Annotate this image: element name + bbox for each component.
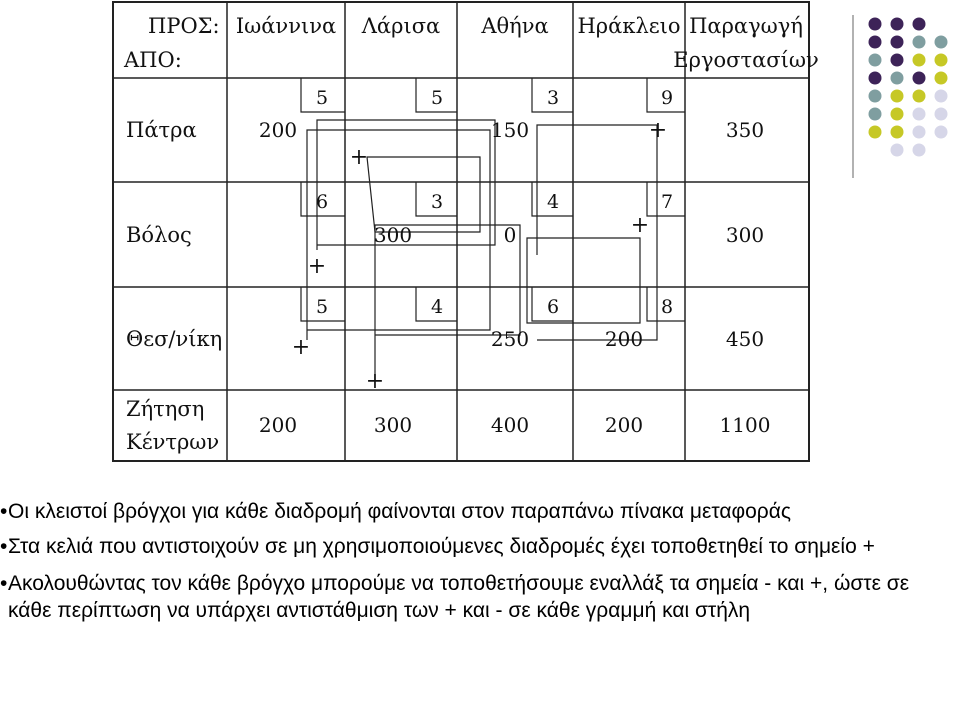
- cost-value: 7: [660, 191, 674, 213]
- cost-value: 8: [660, 296, 674, 318]
- plus-marker: +: [648, 118, 668, 143]
- plus-marker: +: [630, 213, 650, 238]
- column-header-ioannina: Ιωάννινα: [235, 14, 337, 38]
- bullet-item: • Στα κελιά που αντιστοιχούν σε μη χρησιμοποιούμενες διαδρομές έχει τοποθετηθεί το σημείο +: [0, 533, 950, 560]
- decor-dot: [913, 144, 926, 157]
- decor-dot: [869, 18, 882, 31]
- cost-value: 6: [315, 191, 329, 213]
- decor-dot: [869, 108, 882, 121]
- decor-dot: [935, 90, 948, 103]
- supply-header-line2: Εργοστασίων: [673, 48, 819, 72]
- cost-value: 5: [430, 87, 444, 109]
- decor-dot: [935, 126, 948, 139]
- decor-dot: [913, 54, 926, 67]
- decor-dot: [935, 108, 948, 121]
- cost-value: 4: [430, 296, 444, 318]
- decor-dot: [891, 36, 904, 49]
- cost-value: 5: [315, 87, 329, 109]
- allocation-value: 200: [604, 327, 644, 351]
- demand-value: 400: [490, 413, 530, 437]
- row-label-patra: Πάτρα: [126, 118, 197, 142]
- cost-value: 9: [660, 87, 674, 109]
- plus-marker: +: [307, 254, 327, 279]
- corner-to-label: ΠΡΟΣ:: [148, 14, 220, 38]
- allocation-value: 300: [373, 223, 413, 247]
- cost-value: 4: [546, 191, 560, 213]
- decor-dot: [891, 144, 904, 157]
- allocation-value: 150: [490, 118, 530, 142]
- decor-dot: [913, 18, 926, 31]
- demand-value: 200: [258, 413, 298, 437]
- cost-value: 5: [315, 296, 329, 318]
- row-label-volos: Βόλος: [126, 223, 192, 247]
- bullet-item: • Ακολουθώντας τον κάθε βρόγχο μπορούμε να τοποθετήσουμε εναλλάξ τα σημεία - και +, ώστε σε κάθε περίπτωση να υπάρχει αντιστάθμιση των + και - σε κάθε γραμμή και στήλη: [0, 570, 950, 624]
- cost-value: 6: [546, 296, 560, 318]
- decor-dot: [913, 108, 926, 121]
- decor-dot: [935, 72, 948, 85]
- demand-value: 300: [373, 413, 413, 437]
- decor-dot: [913, 72, 926, 85]
- bullet-list: [0, 498, 950, 624]
- decor-dot: [869, 90, 882, 103]
- corner-from-label: ΑΠΟ:: [124, 48, 182, 72]
- decor-dot: [891, 18, 904, 31]
- decor-dot: [869, 126, 882, 139]
- decor-dot: [913, 90, 926, 103]
- supply-value: 300: [725, 223, 765, 247]
- supply-header-line1: Παραγωγή: [689, 14, 803, 38]
- allocation-value: 0: [503, 223, 517, 247]
- decor-dot: [935, 54, 948, 67]
- cost-value: 3: [430, 191, 444, 213]
- column-header-irakleio: Ηράκλειο: [577, 14, 681, 38]
- decor-dot: [891, 72, 904, 85]
- decor-dot: [869, 72, 882, 85]
- cost-value: 3: [546, 87, 560, 109]
- decor-dot: [869, 54, 882, 67]
- total-value: 1100: [719, 413, 771, 437]
- allocation-value: 200: [258, 118, 298, 142]
- demand-value: 200: [604, 413, 644, 437]
- bullet-item: • Οι κλειστοί βρόγχοι για κάθε διαδρομή φαίνονται στον παραπάνω πίνακα μεταφοράς: [0, 498, 950, 525]
- demand-label-line1: Ζήτηση: [126, 397, 205, 421]
- decor-dot: [913, 36, 926, 49]
- column-header-athina: Αθήνα: [481, 14, 549, 38]
- decor-dot: [891, 54, 904, 67]
- decor-dot: [891, 90, 904, 103]
- plus-marker: +: [291, 335, 311, 360]
- decor-dot: [891, 126, 904, 139]
- decor-dot: [913, 126, 926, 139]
- demand-label-line2: Κέντρων: [126, 430, 220, 454]
- decorative-dots: [853, 15, 948, 178]
- decor-dot: [869, 36, 882, 49]
- decor-dot: [935, 36, 948, 49]
- supply-value: 350: [725, 118, 765, 142]
- supply-value: 450: [725, 327, 765, 351]
- plus-marker: +: [349, 145, 369, 170]
- plus-marker: +: [365, 369, 385, 394]
- row-label-thessaloniki: Θεσ/νίκη: [126, 327, 223, 351]
- column-header-larisa: Λάρισα: [361, 14, 441, 38]
- decor-dot: [891, 108, 904, 121]
- allocation-value: 250: [490, 327, 530, 351]
